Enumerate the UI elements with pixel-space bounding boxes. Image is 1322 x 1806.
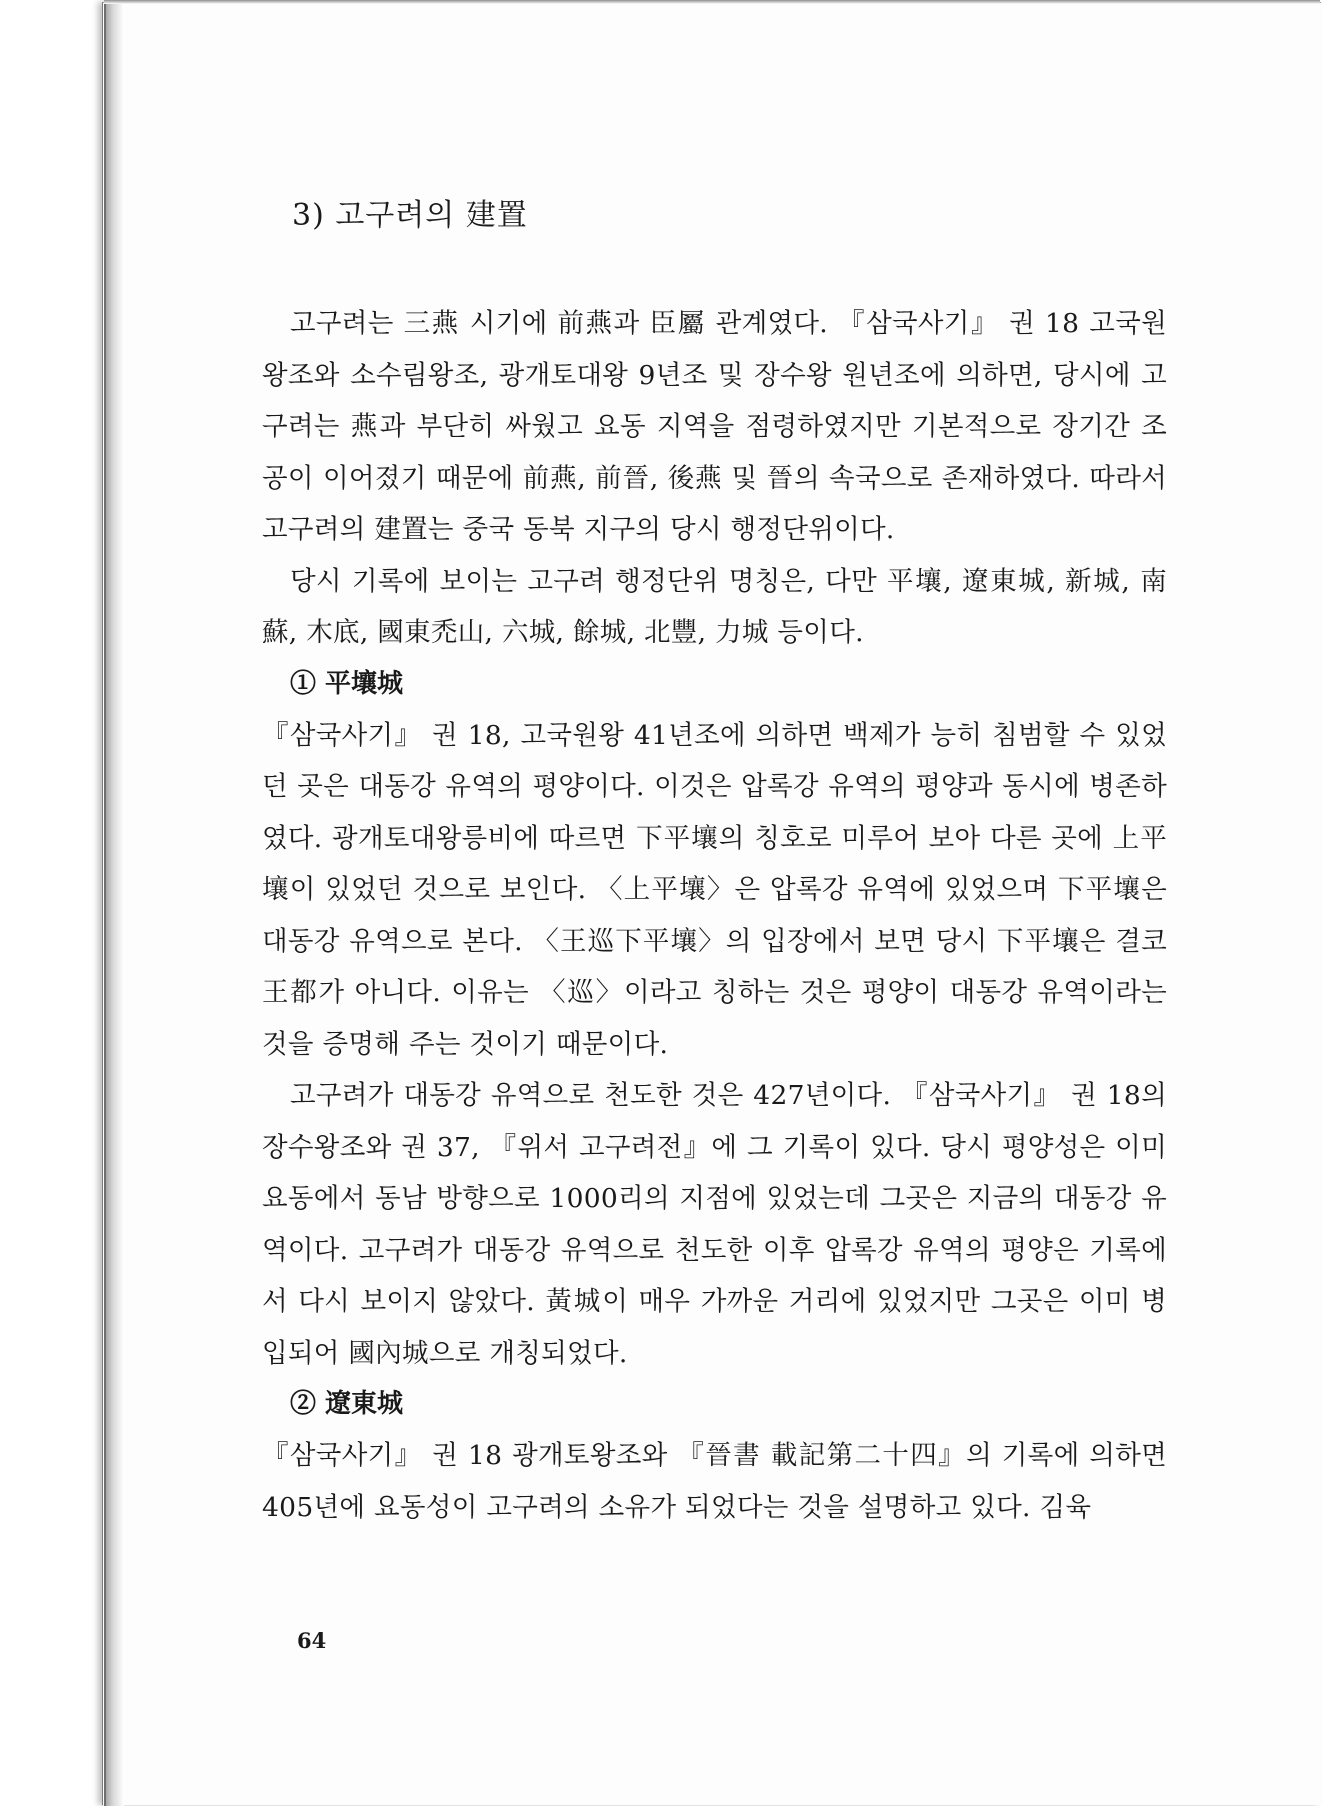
- book-spine-edge: [104, 0, 124, 1806]
- paragraph: 고구려가 대동강 유역으로 천도한 것은 427년이다. 『삼국사기』 권 18의 장수왕조와 권 37, 『위서 고구려전』에 그 기록이 있다. 당시 평양성은 이미 요동에서 동남 방향으로 1000리의 지점에 있었는데 그곳은 지금의 대동강 유역이다. 고구려가 대동강 유역으로 천도한 이후 압록강 유역의 평양은 기록에서 다시 보이지 않았다. 黃城이 매우 가까운 거리에 있었지만 그곳은 이미 병입되어 國內城으로 개칭되었다.: [262, 1080, 1167, 1369]
- subheading-pyongyang-castle: ① 平壤城: [290, 668, 404, 699]
- subheading-liaodong-castle: ② 遼東城: [290, 1389, 404, 1419]
- paragraph: 당시 기록에 보이는 고구려 행정단위 명칭은, 다만 平壤, 遼東城, 新城, 南蘇, 木底, 國東禿山, 六城, 餘城, 北豐, 力城 등이다.: [262, 565, 1167, 648]
- paragraph: 『삼국사기』 권 18, 고국원왕 41년조에 의하면 백제가 능히 침범할 수 있었던 곳은 대동강 유역의 평양이다. 이것은 압록강 유역의 평양과 동시에 병존하였다. 광개토대왕릉비에 따르면 下平壤의 칭호로 미루어 보아 다른 곳에 上平壤이 있었던 것으로 보인다. 〈上平壤〉은 압록강 유역에 있었으며 下平壤은 대동강 유역으로 본다. 〈王巡下平壤〉의 입장에서 보면 당시 下平壤은 결코 王都가 아니다. 이유는 〈巡〉이라고 칭하는 것은 평양이 대동강 유역이라는 것을 증명해 주는 것이기 때문이다.: [262, 719, 1167, 1060]
- page-body: [262, 190, 1167, 1533]
- paragraph: 고구려는 三燕 시기에 前燕과 臣屬 관계였다. 『삼국사기』 권 18 고국원왕조와 소수림왕조, 광개토대왕 9년조 및 장수왕 원년조에 의하면, 당시에 고구려는 燕과 부단히 싸웠고 요동 지역을 점령하였지만 기본적으로 장기간 조공이 이어졌기 때문에 前燕, 前晉, 後燕 및 晉의 속국으로 존재하였다. 따라서 고구려의 建置는 중국 동북 지구의 당시 행정단위이다.: [262, 308, 1167, 545]
- page-number: 64: [297, 1628, 327, 1653]
- paragraph: 『삼국사기』 권 18 광개토왕조와 『晉書 載記第二十四』의 기록에 의하면 405년에 요동성이 고구려의 소유가 되었다는 것을 설명하고 있다. 김육: [262, 1440, 1167, 1523]
- page-top-edge: [104, 0, 1320, 4]
- section-title: 3) 고구려의 建置: [292, 198, 528, 233]
